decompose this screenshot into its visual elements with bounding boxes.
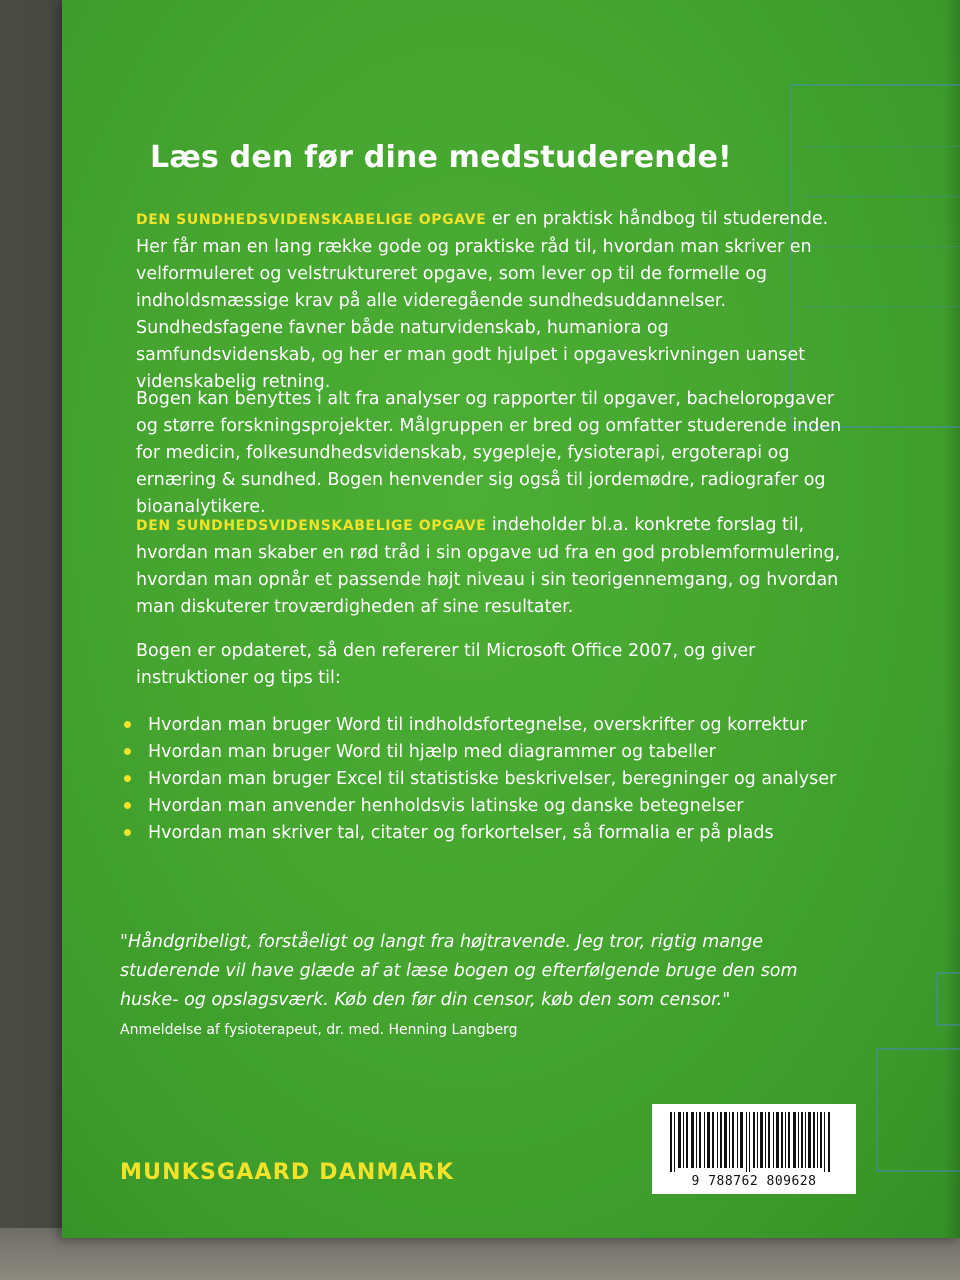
bullet-icon: [124, 775, 131, 782]
isbn-barcode: [652, 1104, 856, 1194]
publisher-name: MUNKSGAARD DANMARK: [120, 1160, 455, 1185]
list-item: Hvordan man skriver tal, citater og forkortelser, så formalia er på plads: [120, 820, 860, 846]
review-quote: "Håndgribeligt, forståeligt og langt fra højtravende. Jeg tror, rigtig mange studerende vil have glæde af at læse bogen og efterfølgende bruge den som huske- og opslagsværk. Køb den før din censor, køb den som censor.": [120, 932, 798, 1010]
library-stamp-lower: [876, 1048, 960, 1172]
list-item: Hvordan man bruger Excel til statistiske beskrivelser, beregninger og analyser: [120, 766, 860, 792]
quote-attribution: Anmeldelse af fysioterapeut, dr. med. Henning Langberg: [120, 1022, 518, 1038]
bullet-icon: [124, 721, 131, 728]
cover-heading: Læs den før dine medstuderende!: [150, 140, 732, 175]
book-title-accent: DEN SUNDHEDSVIDENSKABELIGE OPGAVE: [136, 212, 487, 228]
intro-text: er en praktisk håndbog til studerende. Her får man en lang række gode og praktiske råd til, hvordan man skriver en velformuleret og velstruktureret opgave, som lever op til de formelle og indholdsmæssige krav på alle videregående sundhedsuddannelser. Sundhedsfagene favner både naturvidenskab, humaniora og samfundsvidenskab, og her er man godt hjulpet i opgaveskrivningen uanset videnskabelig retning.: [136, 209, 829, 392]
library-stamp-edge: [936, 972, 960, 1026]
list-item: Hvordan man bruger Word til hjælp med diagrammer og tabeller: [120, 739, 860, 765]
content-paragraph: [136, 512, 846, 621]
intro-paragraph: [136, 206, 846, 396]
bullet-icon: [124, 802, 131, 809]
content-text: indeholder bl.a. konkrete forslag til, hvordan man skaber en rød tråd i sin opgave ud fra en god problemformulering, hvordan man opnår et passende højt niveau i sin teorigennemgang, og hvordan man diskuterer troværdigheden af sine resultater.: [136, 515, 841, 617]
audience-paragraph: Bogen kan benyttes i alt fra analyser og rapporter til opgaver, bacheloropgaver og større forskningsprojekter. Målgruppen er bred og omfatter studerende inden for medicin, folkesundhedsvidenskab, sygepleje, fysioterapi, ergoterapi og ernæring & sundhed. Bogen henvender sig også til jordemødre, radiografer og bioanalytikere.: [136, 389, 842, 517]
barcode-bars: [662, 1112, 846, 1172]
bullet-icon: [124, 748, 131, 755]
bullet-icon: [124, 829, 131, 836]
tips-list: [120, 712, 860, 847]
office-paragraph: Bogen er opdateret, så den refererer til Microsoft Office 2007, og giver instruktioner og tips til:: [136, 641, 756, 688]
list-item: Hvordan man anvender henholdsvis latinske og danske betegnelser: [120, 793, 860, 819]
book-title-accent-2: DEN SUNDHEDSVIDENSKABELIGE OPGAVE: [136, 518, 487, 534]
isbn-digits: 9 788762 809628: [691, 1174, 817, 1189]
list-item: Hvordan man bruger Word til indholdsfortegnelse, overskrifter og korrektur: [120, 712, 860, 738]
